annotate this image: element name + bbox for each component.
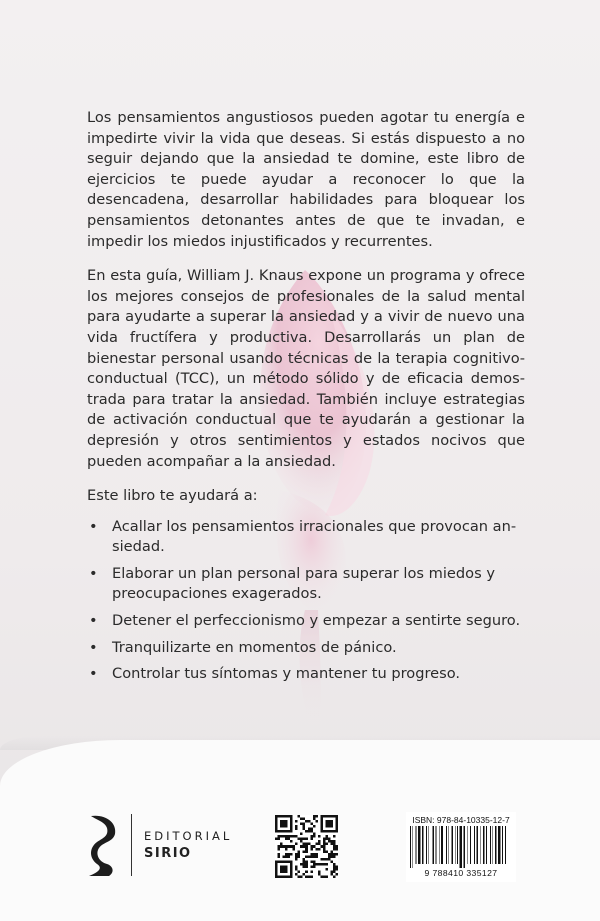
list-item: • Controlar tus síntomas y mantener tu progreso.: [87, 664, 525, 685]
isbn-barcode: [406, 812, 516, 882]
isbn-label: ISBN: 978-84-10335-12-7: [412, 815, 510, 825]
bullet-icon: •: [89, 517, 98, 535]
description-paragraph-2: En esta guía, William J. Knaus expone un programa y ofrece los mejores consejos de profesionales de la salud mental para ayudarte a superar la ansiedad y a vivir de nuevo una vida fructífera y productiva. Desarrollarás un plan de bienestar personal usando técnicas de la terapia cognitivoconductual (TCC), un método sólido y de eficacia demostrada para tratar la ansiedad. También incluye estrategias de activación conductual que te ayudarán a gestionar la depresión y otros sentimientos y estados nocivos que pueden acompañar a la ansiedad.: [87, 267, 525, 470]
bullet-icon: •: [89, 564, 98, 582]
barcode-bars: [410, 826, 512, 868]
list-intro: Este libro te ayudará a:: [87, 487, 258, 505]
bullet-icon: •: [89, 665, 98, 683]
publisher-name: [144, 829, 232, 861]
bullet-icon: •: [89, 612, 98, 630]
list-item: • Elaborar un plan personal para superar los miedos y preocupaciones exagerados.: [89, 564, 495, 603]
list-item: • Acallar los pensamientos irracionales que provocan ansiedad.: [89, 517, 517, 556]
bullet-icon: •: [89, 638, 98, 656]
list-item: • Tranquilizarte en momentos de pánico.: [87, 638, 525, 659]
publisher-line-2: SIRIO: [144, 846, 192, 861]
logo-divider: [131, 814, 132, 876]
list-item: • Detener el perfeccionismo y empezar a sentirte seguro.: [87, 611, 525, 632]
publisher-line-1: EDITORIAL: [144, 829, 233, 843]
description-paragraph-1: Los pensamientos angustiosos pueden agotar tu energía e impedirte vivir la vida que deseas. Si estás dispuesto a no seguir dejando que la ansiedad te domine, este libro de ejercicios te puede ayudar a reconocer lo que la desencadena, desarrollar habilidades para bloquear los pensamientos detonantes antes de que te invadan, e impedir los miedos injustificados y recurrentes.: [87, 109, 525, 250]
barcode-digits: 9 788410 335127: [424, 868, 498, 878]
publisher-logo: [85, 812, 232, 878]
benefits-list: [87, 517, 525, 685]
swan-s-logo-icon: [85, 812, 121, 878]
back-cover-text: [87, 108, 525, 691]
qr-code: [275, 815, 338, 878]
